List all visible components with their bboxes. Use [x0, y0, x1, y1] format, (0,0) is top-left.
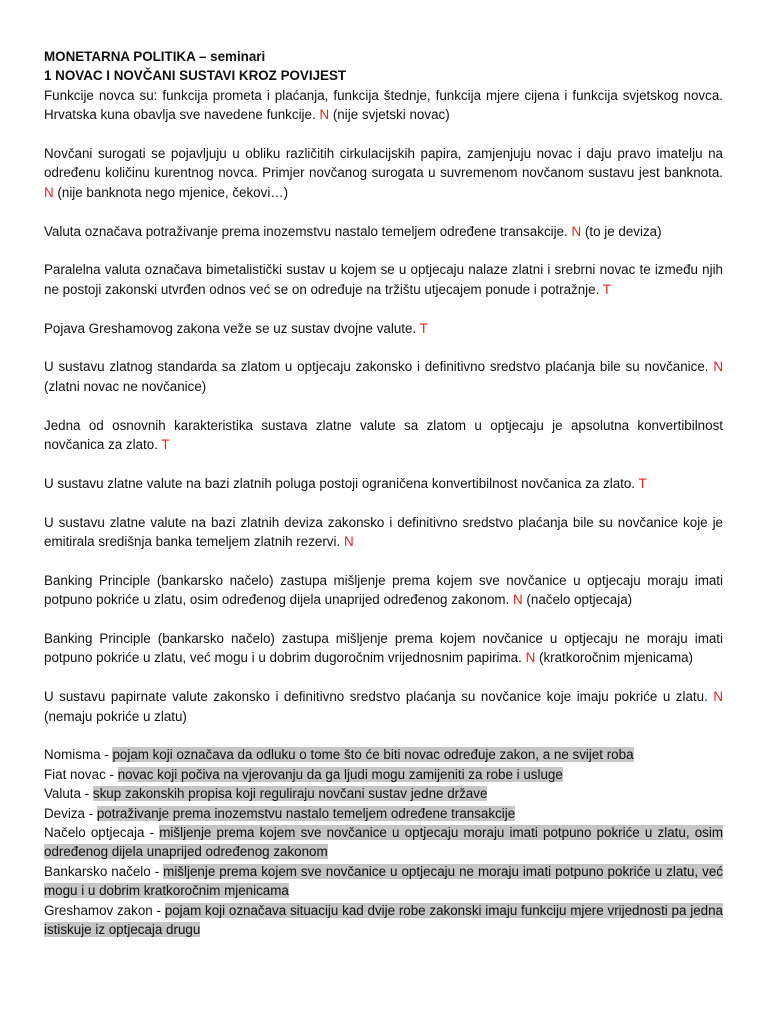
- statement-text: U sustavu zlatnog standarda sa zlatom u optjecaju zakonsko i definitivno sredstvo plaćanja bile su novčanice.: [44, 359, 709, 375]
- definition-item: [44, 823, 723, 862]
- answer-mark: N: [513, 592, 523, 608]
- statement-text: Paralelna valuta označava bimetalistički sustav u kojem se u optjecaju nalaze zlatni i srebrni novac te između njih ne postoji zakonski utvrđen odnos već se on određuje na tržištu utjecajem ponude i potražnje.: [44, 262, 723, 297]
- definition-term: Fiat novac -: [44, 766, 114, 782]
- correction-note: (nije svjetski novac): [332, 107, 450, 123]
- correction-note: (nemaju pokriće u zlatu): [44, 708, 187, 724]
- statement: [44, 86, 723, 125]
- definition-text: potraživanje prema inozemstvu nastalo temeljem određene transakcije: [96, 805, 516, 821]
- statement-text: U sustavu zlatne valute na bazi zlatnih deviza zakonsko i definitivno sredstvo plaćanja bile su novčanice koje je emitirala središnja banka temeljem zlatnih rezervi.: [44, 514, 723, 550]
- answer-mark: N: [713, 359, 723, 375]
- answer-mark: N: [571, 223, 582, 239]
- definition-term: Načelo optjecaja -: [44, 825, 155, 841]
- definition-item: [44, 862, 723, 901]
- answer-mark: N: [44, 184, 54, 200]
- statement: [44, 629, 723, 668]
- statement-text: Banking Principle (bankarsko načelo) zastupa mišljenje prema kojem novčanice u optjecaju ne moraju imati potpuno pokriće u zlatu, već mogu i u dobrim dugoročnim vrijednosnim papirima.: [44, 631, 723, 666]
- correction-note: (načelo optjecaja): [526, 592, 633, 608]
- document-body: [44, 47, 723, 940]
- statement: [44, 687, 723, 726]
- definition-text: mišljenje prema kojem sve novčanice u optjecaju moraju imati potpuno pokriće u zlatu, osim određenog dijela unaprijed određenog zakonom: [44, 825, 723, 860]
- statement: [44, 357, 723, 396]
- definition-term: Deviza -: [44, 805, 94, 821]
- statement: [44, 319, 723, 338]
- definition-text: mišljenje prema kojem sve novčanice u optjecaju ne moraju imati potpuno pokriće u zlatu, već mogu i u dobrim kratkoročnim mjenicama: [44, 863, 723, 899]
- definition-item: [44, 765, 723, 784]
- answer-mark: T: [161, 437, 170, 453]
- answer-mark: T: [602, 281, 611, 297]
- section-heading: 1 NOVAC I NOVČANI SUSTAVI KROZ POVIJEST: [44, 68, 347, 84]
- answer-mark: N: [525, 650, 536, 666]
- answer-mark: N: [343, 534, 354, 550]
- correction-note: (zlatni novac ne novčanice): [44, 378, 207, 394]
- statement-text: U sustavu zlatne valute na bazi zlatnih poluga postoji ograničena konvertibilnost novčanica za zlato.: [44, 475, 636, 491]
- definition-term: Valuta -: [44, 786, 90, 802]
- correction-note: (kratkoročnim mjenicama): [538, 650, 694, 666]
- statement: [44, 474, 723, 493]
- definition-item: [44, 901, 723, 940]
- definition-term: Nomisma -: [44, 747, 109, 763]
- definition-text: novac koji počiva na vjerovanju da ga ljudi mogu zamijeniti za robe i usluge: [117, 766, 563, 782]
- definitions-list: [44, 745, 723, 939]
- definition-term: Bankarsko načelo -: [44, 863, 160, 879]
- definition-item: [44, 784, 723, 803]
- statement: [44, 513, 723, 552]
- definition-text: pojam koji označava situaciju kad dvije robe zakonski imaju funkciju mjere vrijednosti pa jedna istiskuje iz optjecaja drugu: [44, 902, 723, 938]
- statement-text: Pojava Greshamovog zakona veže se uz sustav dvojne valute.: [44, 320, 417, 336]
- statement-text: Novčani surogati se pojavljuju u obliku različitih cirkulacijskih papira, zamjenjuju novac i daju pravo imatelju na određenu količinu kurentnog novca. Primjer novčanog surogata u suvremenom novčanom sustavu jest banknota.: [44, 146, 723, 181]
- statement: [44, 260, 723, 299]
- statement-text: Jedna od osnovnih karakteristika sustava zlatne valute sa zlatom u optjecaju je apsolutna konvertibilnost novčanica za zlato.: [44, 417, 723, 453]
- answer-mark: N: [713, 689, 723, 705]
- statement-text: Valuta označava potraživanje prema inozemstvu nastalo temeljem određene transakcije.: [44, 223, 568, 239]
- statement-text: Funkcije novca su: funkcija prometa i plaćanja, funkcija štednje, funkcija mjere cijena i funkcija svjetskog novca. Hrvatska kuna obavlja sve navedene funkcije.: [44, 87, 723, 123]
- answer-mark: T: [638, 475, 647, 491]
- statement-text: U sustavu papirnate valute zakonsko i definitivno sredstvo plaćanja su novčanice koje imaju pokriće u zlatu.: [44, 689, 708, 705]
- answer-mark: T: [419, 320, 428, 336]
- statement: [44, 144, 723, 202]
- answer-mark: N: [319, 107, 330, 123]
- statement: [44, 416, 723, 455]
- document-title: MONETARNA POLITIKA – seminari: [44, 49, 266, 64]
- correction-note: (nije banknota nego mjenice, čekovi…): [57, 184, 289, 200]
- definition-item: [44, 745, 723, 764]
- statement-text: Banking Principle (bankarsko načelo) zastupa mišljenje prema kojem sve novčanice u optjecaju moraju imati potpuno pokriće u zlatu, osim određenog dijela unaprijed određenog zakonom.: [44, 572, 723, 608]
- statement: [44, 571, 723, 610]
- definition-text: pojam koji označava da odluku o tome što će biti novac određuje zakon, a ne svijet roba: [112, 747, 634, 763]
- definition-text: skup zakonskih propisa koji reguliraju novčani sustav jedne države: [92, 786, 488, 802]
- correction-note: (to je deviza): [584, 223, 662, 239]
- statement: [44, 222, 723, 241]
- definition-term: Greshamov zakon -: [44, 902, 161, 918]
- definition-item: [44, 804, 723, 823]
